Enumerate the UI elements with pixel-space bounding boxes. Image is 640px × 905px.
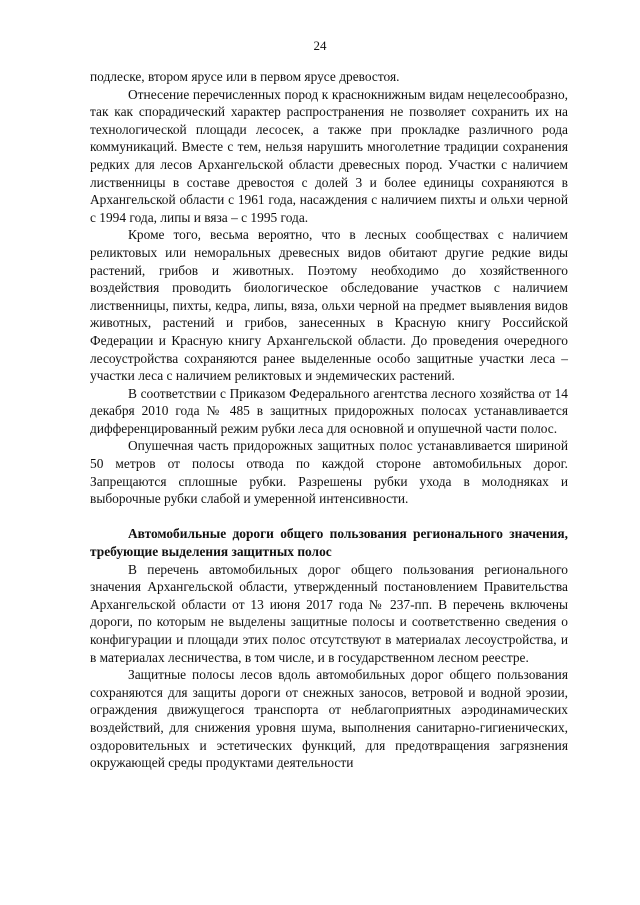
paragraph: Опушечная часть придорожных защитных полос устанавливается шириной 50 метров от полосы отвода по каждой стороне автомобильных дорог. Запрещаются сплошные рубки. Разрешены рубки ухода в молодняках и выборочные рубки слабой и умеренной интенсивности. — [90, 438, 568, 507]
section-heading: Автомобильные дороги общего пользования регионального значения, требующие выделения защитных полос — [90, 526, 568, 560]
paragraph: В соответствии с Приказом Федерального агентства лесного хозяйства от 14 декабря 2010 года № 485 в защитных придорожных полосах устанавливается дифференцированный режим рубки леса для основной и опушечной части полос. — [90, 385, 568, 436]
page-number: 24 — [313, 38, 327, 53]
paragraph: Кроме того, весьма вероятно, что в лесных сообществах с наличием реликтовых или неморальных древесных видов обитают другие редкие виды растений, грибов и животных. Поэтому необходимо до хозяйственного воздействия проводить биологическое обследование участков с наличием лиственницы, пихты, кедра, липы, вяза, ольхи черной на предмет выявления видов животных, растений и грибов, занесенных в Красную книгу Российской Федерации и Красную книгу Архангельской области. До проведения очередного лесоустройства сохраняются ранее выделенные особо защитные участки леса – участки леса с наличием реликтовых и эндемических растений. — [90, 227, 568, 384]
paragraph: Защитные полосы лесов вдоль автомобильных дорог общего пользования сохраняются для защиты дороги от снежных заносов, ветровой и водной эрозии, ограждения движущегося транспорта от неблагоприятных аэродинамических воздействий, для снижения уровня шума, выполнения санитарно-гигиенических, оздоровительных и эстетических функций, для предотвращения загрязнения окружающей среды продуктами деятельности — [90, 667, 568, 771]
paragraph: В перечень автомобильных дорог общего пользования регионального значения Архангельской области, утвержденный постановлением Правительства Архангельской области от 13 июня 2017 года № 237-пп. В перечень включены дороги, по которым не выделены защитные полосы и соответственно сведения о конфигурации и площади этих полос отсутствуют в материалах лесоустройства, и в материалах лесничества, в том числе, и в государственном лесном реестре. — [90, 561, 568, 665]
document-body — [90, 68, 568, 772]
paragraph: подлеске, втором ярусе или в первом ярусе древостоя. — [90, 69, 400, 84]
paragraph: Отнесение перечисленных пород к краснокнижным видам нецелесообразно, так как спорадический характер распространения не позволяет сохранить их на технологической площади лесосек, а также при прокладке различного рода коммуникаций. Вместе с тем, нельзя нарушить многолетние традиции сохранения редких для лесов Архангельской области древесных пород. Участки с наличием лиственницы в составе древостоя с долей 3 и более единицы сохраняются в Архангельской области с 1961 года, насаждения с наличием пихты и ольхи черной с 1994 года, липы и вяза – с 1995 года. — [90, 86, 568, 225]
